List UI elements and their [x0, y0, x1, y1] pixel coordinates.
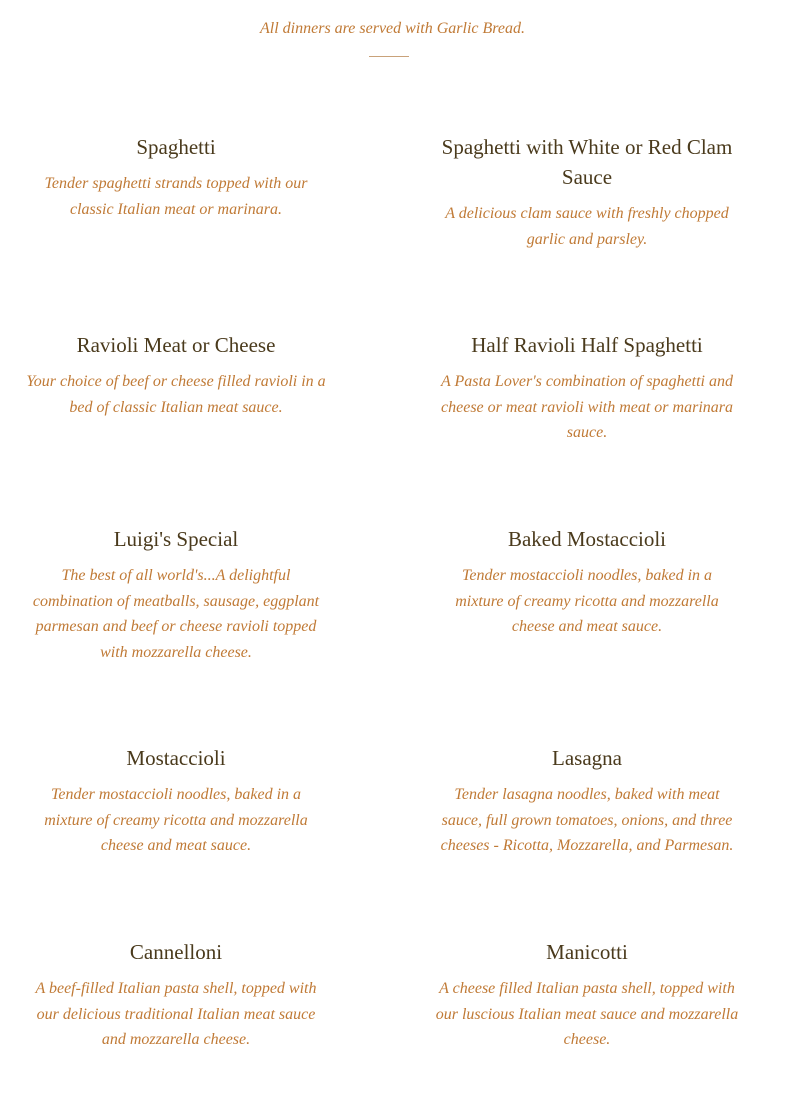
menu-item-name: Manicotti: [546, 940, 628, 964]
menu-item-mostaccioli: [40, 743, 312, 859]
menu-item-ravioli: [22, 330, 330, 420]
menu-item-name: Lasagna: [552, 746, 622, 770]
menu-item-description: A cheese filled Italian pasta shell, topped with our luscious Italian meat sauce and mozzarella cheese.: [435, 980, 739, 1048]
menu-item-spaghetti-clam-sauce: [440, 132, 734, 252]
menu-item-manicotti: [433, 937, 741, 1053]
menu-item-description: A delicious clam sauce with freshly chopped garlic and parsley.: [445, 205, 729, 248]
menu-item-name: Spaghetti: [136, 135, 216, 159]
menu-item-name: Luigi's Special: [113, 527, 239, 551]
menu-item-name: Mostaccioli: [126, 746, 226, 770]
menu-item-description: A beef-filled Italian pasta shell, topped with our delicious traditional Italian meat sauce and mozzarella cheese.: [35, 980, 317, 1048]
menu-item-description: The best of all world's...A delightful combination of meatballs, sausage, eggplant parmesan and beef or cheese ravioli topped with mozzarella cheese.: [32, 567, 320, 661]
menu-item-description: Your choice of beef or cheese filled ravioli in a bed of classic Italian meat sauce.: [26, 373, 326, 416]
menu-item-baked-mostaccioli: [450, 524, 724, 640]
menu-item-name: Half Ravioli Half Spaghetti: [471, 333, 703, 357]
menu-item-half-ravioli-half-spaghetti: [433, 330, 741, 446]
menu-item-description: Tender mostaccioli noodles, baked in a mixture of creamy ricotta and mozzarella cheese and meat sauce.: [44, 786, 308, 854]
menu-item-name: Baked Mostaccioli: [507, 527, 667, 551]
menu-item-description: Tender lasagna noodles, baked with meat sauce, full grown tomatoes, onions, and three cheeses - Ricotta, Mozzarella, and Parmesan.: [440, 786, 734, 854]
menu-item-description: A Pasta Lover's combination of spaghetti and cheese or meat ravioli with meat or marinara sauce.: [440, 373, 733, 441]
menu-intro-note: All dinners are served with Garlic Bread.: [260, 20, 525, 37]
menu-item-lasagna: [438, 743, 736, 859]
menu-item-name: Ravioli Meat or Cheese: [76, 333, 276, 357]
section-divider: [369, 56, 409, 57]
menu-item-name: Spaghetti with White or Red Clam Sauce: [441, 135, 733, 189]
menu-item-description: Tender spaghetti strands topped with our classic Italian meat or marinara.: [44, 175, 308, 218]
menu-item-cannelloni: [30, 937, 322, 1053]
menu-item-spaghetti: [22, 132, 330, 222]
menu-item-luigis-special: [30, 524, 322, 665]
menu-item-description: Tender mostaccioli noodles, baked in a mixture of creamy ricotta and mozzarella cheese and meat sauce.: [455, 567, 719, 635]
menu-item-name: Cannelloni: [129, 940, 223, 964]
